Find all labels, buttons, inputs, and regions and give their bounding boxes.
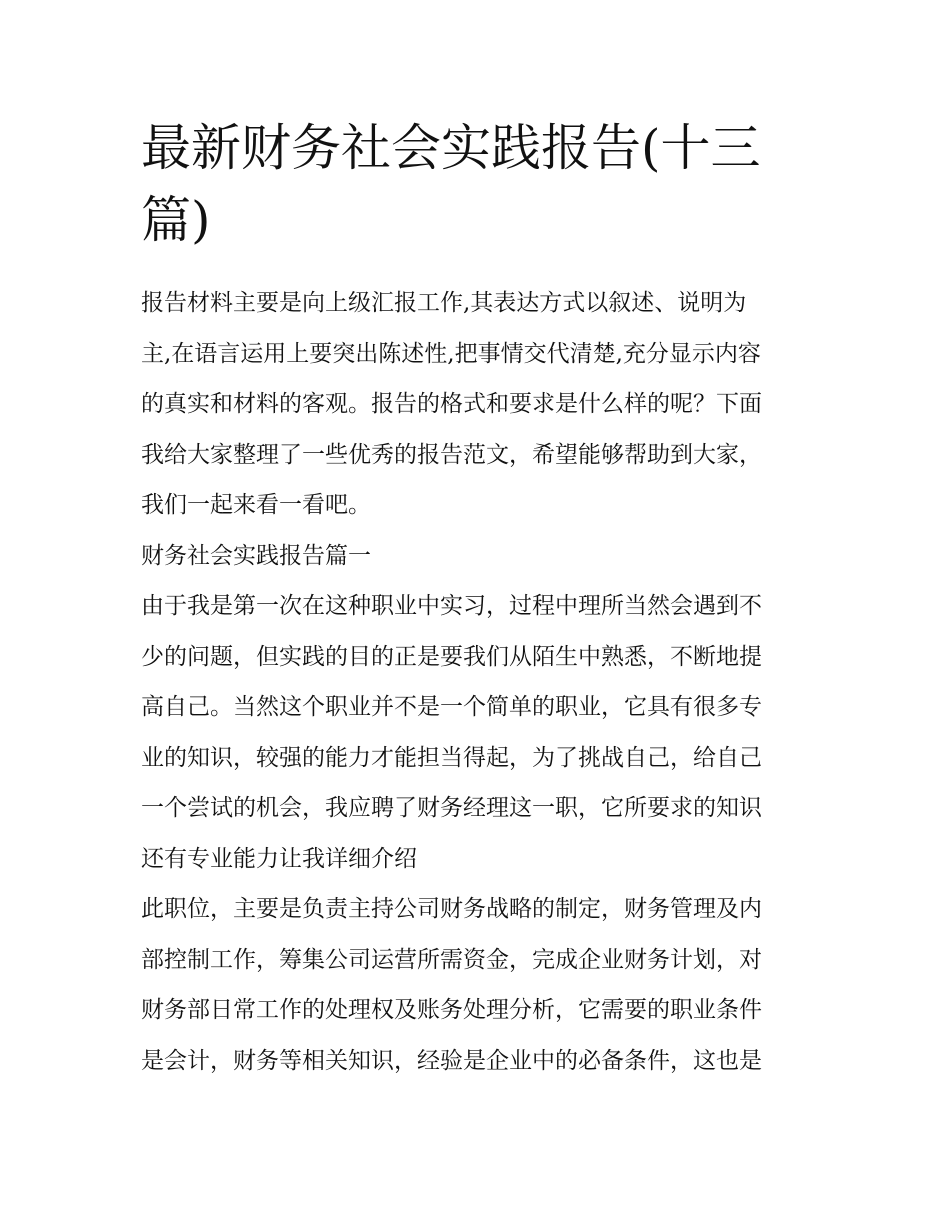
page-title: [141, 112, 813, 256]
text-line: 的真实和材料的客观。报告的格式和要求是什么样的呢？下面: [141, 391, 762, 417]
body-paragraph-2: [141, 884, 813, 1086]
section-heading-text: 财务社会实践报告篇一: [141, 542, 371, 569]
text-line: 少的问题，但实践的目的正是要我们从陌生中熟悉，不断地提: [141, 643, 762, 670]
title-line: 篇): [141, 191, 211, 249]
text-line: 业的知识，较强的能力才能担当得起，为了挑战自己，给自己: [141, 744, 762, 771]
text-line: 还有专业能力让我详细介绍: [141, 845, 417, 872]
body-paragraph-1: [141, 581, 813, 884]
text-line: 主,在语言运用上要突出陈述性,把事情交代清楚,充分显示内容: [141, 340, 761, 367]
document-body: [141, 112, 813, 1086]
text-line: 财务部日常工作的处理权及账务处理分析，它需要的职业条件: [141, 997, 762, 1023]
section-heading: [141, 531, 813, 582]
title-line: 最新财务社会实践报告(十三: [141, 119, 761, 177]
intro-paragraph: [141, 278, 813, 531]
text-line: 一个尝试的机会，我应聘了财务经理这一职，它所要求的知识: [141, 795, 762, 821]
text-line: 由于我是第一次在这种职业中实习，过程中理所当然会遇到不: [141, 593, 762, 619]
text-line: 部控制工作，筹集公司运营所需资金，完成企业财务计划，对: [141, 946, 762, 973]
text-line: 是会计，财务等相关知识，经验是企业中的必备条件，这也是: [141, 1047, 762, 1074]
text-line: 我给大家整理了一些优秀的报告范文，希望能够帮助到大家，: [141, 441, 762, 468]
text-line: 此职位，主要是负责主持公司财务战略的制定，财务管理及内: [141, 896, 762, 922]
text-line: 报告材料主要是向上级汇报工作,其表达方式以叙述、说明为: [141, 290, 747, 316]
text-line: 我们一起来看一看吧。: [141, 492, 371, 518]
text-line: 高自己。当然这个职业并不是一个简单的职业，它具有很多专: [141, 694, 762, 720]
